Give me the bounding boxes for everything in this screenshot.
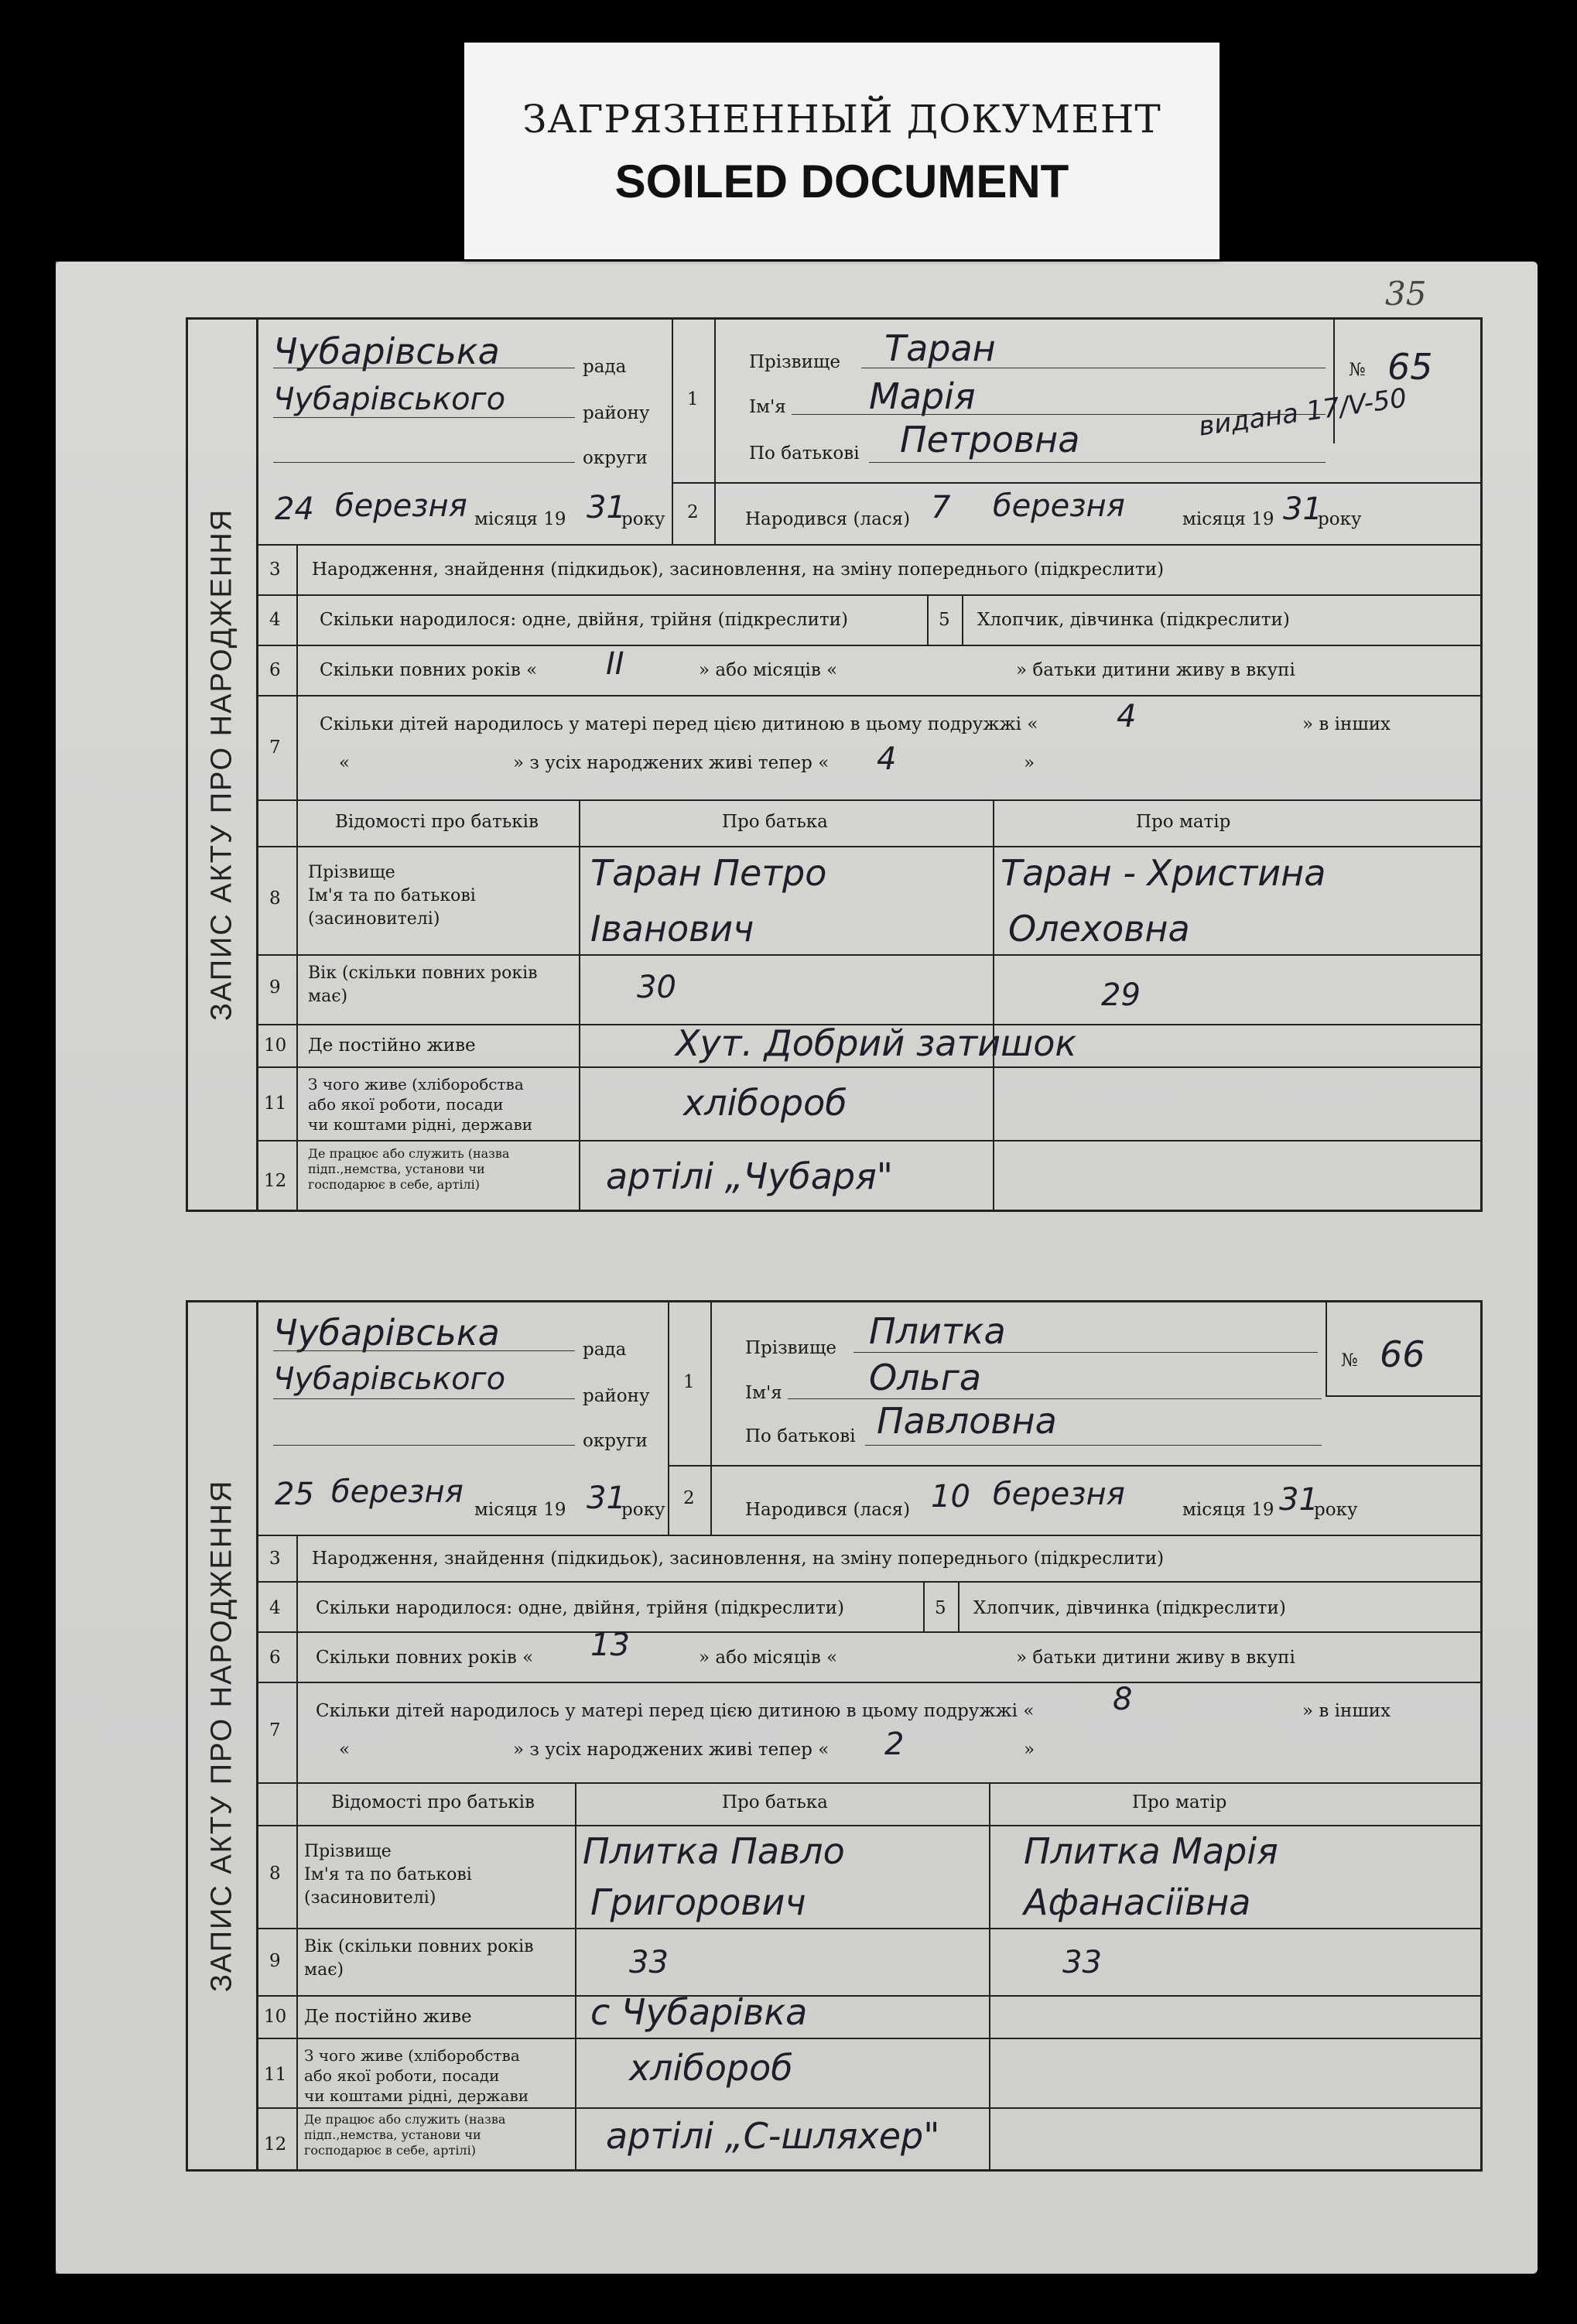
rada-value: Чубарівська xyxy=(273,330,500,372)
row6a-text: Скільки повних років « xyxy=(320,660,538,680)
child-name: Марія xyxy=(869,375,976,417)
row6c-text: » батьки дитини живу в вкупі xyxy=(1016,660,1295,680)
registration-month-label: місяця 19 xyxy=(474,1500,566,1520)
registration-year: 31 xyxy=(587,1480,626,1516)
mother-header: Про матір xyxy=(1132,1792,1227,1812)
children-alive: 2 xyxy=(884,1727,905,1762)
registration-year-label: року xyxy=(621,1500,665,1520)
row10-label: Де постійно живе xyxy=(304,2007,472,2027)
mother-age: 33 xyxy=(1062,1945,1102,1980)
okrugy-label: округи xyxy=(583,448,648,468)
mother-patronymic: Афанасіївна xyxy=(1024,1881,1251,1923)
row9-label: Вік (скільки повних років має) xyxy=(308,963,538,1006)
birth-record-66: ЗАПИС АКТУ ПРО НАРОДЖЕННЯ Чубарівська рада Чубарівського району округи 25 березня місяця 19 31 року 1 2 Прізвище Плитка Ім'я Ольга По батькові Павловна № 66 Народився (лася) 10 березня місяця 19 31 року 3 Народження, знайдення (підкидьок), засиновлення, на зміну попереднього (підкреслити) 4 Скільки народилося: одне, двійня, трійня (підкреслити) 5 Хлопчик, дівчинка (підкреслити) 6 Скільки повних років « 13 » або місяців « » батьки дитини живу в вкупі 7 Скільки дітей народилось у матері перед цією дитиною в цьому подружжі « 8 » в інших « » з усіх народжених живі тепер « 2 » Відомості про батьків Про батька Про матір 8 Прізвище Ім'я та по батькові (засиновителі) Плитка Павло Григорович Плитка Марія Афанасіївна 9 Вік (скільки повних років має) 33 33 10 Де постійно живе с Чубарівка 11 З чого живе (хліборобства або якої роботи, посади чи коштами рідні, держави хлібороб 12 Де працює або служить (назва підп.,немства, установи чи господарює в себе, артілі) артілі „С-шляхер" xyxy=(186,1300,1483,2172)
row8-label: Прізвище Ім'я та по батькові (засиновителі) xyxy=(308,863,476,929)
row5-text: Хлопчик, дівчинка (підкреслити) xyxy=(977,610,1290,630)
row7b-text: » в інших xyxy=(1302,1701,1391,1721)
registration-month-label: місяця 19 xyxy=(474,509,566,529)
registration-day: 25 xyxy=(275,1477,314,1512)
mother-name: Таран - Христина xyxy=(1001,852,1326,894)
child-patronymic: Павловна xyxy=(877,1400,1057,1442)
birth-year: 31 xyxy=(1283,491,1322,527)
birth-day: 7 xyxy=(931,490,951,525)
father-age: 33 xyxy=(629,1945,669,1980)
registration-month: березня xyxy=(331,1474,464,1510)
birth-year: 31 xyxy=(1279,1482,1319,1518)
residence: с Чубарівка xyxy=(590,1991,808,2033)
row11-label: З чого живе (хліборобства або якої роботи, посади чи коштами рідні, держави xyxy=(304,2046,529,2105)
father-name: Плитка Павло xyxy=(583,1830,845,1872)
birth-month-label: місяця 19 xyxy=(1182,509,1274,529)
row12-label: Де працює або служить (назва підп.,немства, установи чи господарює в себе, артілі) xyxy=(308,1146,510,1192)
birth-month-label: місяця 19 xyxy=(1182,1500,1274,1520)
row10-label: Де постійно живе xyxy=(308,1035,476,1056)
row7a-text: Скільки дітей народилось у матері перед цією дитиною в цьому подружжі « xyxy=(320,714,1038,734)
raion-value: Чубарівського xyxy=(273,1361,506,1397)
soiled-document-label xyxy=(464,43,1220,259)
rada-label: рада xyxy=(583,357,627,377)
row12-label: Де працює або служить (назва підп.,немства, установи чи господарює в себе, артілі) xyxy=(304,2112,506,2158)
raion-label: району xyxy=(583,403,650,423)
surname-label: Прізвище xyxy=(749,352,840,372)
row7e-text: » xyxy=(1024,753,1035,773)
mother-name: Плитка Марія xyxy=(1024,1830,1278,1872)
mother-header: Про матір xyxy=(1136,812,1231,832)
row7b-text: » в інших xyxy=(1302,714,1391,734)
patronymic-label: По батькові xyxy=(749,443,860,464)
father-patronymic: Іванович xyxy=(590,908,754,950)
row6b-text: » або місяців « xyxy=(699,1648,838,1668)
residence: Хут. Добрий затишок xyxy=(676,1022,1077,1064)
raion-label: району xyxy=(583,1386,650,1406)
parents-info-header: Відомості про батьків xyxy=(331,1792,535,1812)
born-label: Народився (лася) xyxy=(745,509,911,529)
surname-label: Прізвище xyxy=(745,1338,836,1358)
row3-text: Народження, знайдення (підкидьок), засиновлення, на зміну попереднього (підкреслити) xyxy=(312,560,1165,580)
occupation: хлібороб xyxy=(683,1082,847,1124)
name-label: Ім'я xyxy=(749,397,786,417)
registration-month: березня xyxy=(335,488,467,524)
child-patronymic: Петровна xyxy=(900,419,1080,460)
mother-patronymic: Олеховна xyxy=(1008,908,1190,950)
rada-value: Чубарівська xyxy=(273,1312,500,1354)
row6c-text: » батьки дитини живу в вкупі xyxy=(1016,1648,1295,1668)
row6a-text: Скільки повних років « xyxy=(316,1648,534,1668)
years-together: ІІ xyxy=(606,646,624,682)
number-label: № xyxy=(1341,1350,1358,1371)
years-together: 13 xyxy=(590,1627,630,1663)
birth-year-label: року xyxy=(1314,1500,1358,1520)
children-before: 4 xyxy=(1117,699,1137,734)
number-label: № xyxy=(1349,360,1366,380)
birth-month: березня xyxy=(993,1477,1125,1512)
issued-note: видана 17/V-50 xyxy=(1196,382,1409,443)
record-side-title: ЗАПИС АКТУ ПРО НАРОДЖЕННЯ xyxy=(188,320,258,1210)
row3-text: Народження, знайдення (підкидьок), засиновлення, на зміну попереднього (підкреслити) xyxy=(312,1549,1165,1569)
row7e-text: » xyxy=(1024,1740,1035,1760)
workplace: артілі „С-шляхер" xyxy=(606,2115,940,2157)
patronymic-label: По батькові xyxy=(745,1426,856,1446)
birth-record-65: ЗАПИС АКТУ ПРО НАРОДЖЕННЯ Чубарівська рада Чубарівського району округи 24 березня місяця 19 31 року 1 2 Прізвище Таран Ім'я Марія По батькові Петровна № 65 видана 17/V-50 Народився (лася) 7 березня місяця 19 31 року 3 Народження, знайдення (підкидьок), засиновлення, на зміну попереднього (підкреслити) 4 Скільки народилося: одне, двійня, трійня (підкреслити) 5 Хлопчик, дівчинка (підкреслити) 6 Скільки повних років « ІІ » або місяців « » батьки дитини живу в вкупі 7 Скільки дітей народилось у матері перед цією дитиною в цьому подружжі « 4 » в інших « » з усіх народжених живі тепер « 4 » Відомості про батьків Про батька Про матір 8 Прізвище Ім'я та по батькові (засиновителі) Таран Петро Іванович Таран - Христина Олеховна 9 Вік (скільки повних років має) 30 29 10 Де постійно живе Хут. Добрий затишок 11 З чого живе (хліборобства або якої роботи, посади чи коштами рідні, держави хлібороб 12 Де працює або служить (назва підп.,немства, установи чи господарює в себе, артілі) артілі „Чубаря" xyxy=(186,317,1483,1212)
occupation: хлібороб xyxy=(629,2047,793,2089)
row7d-text: » з усіх народжених живі тепер « xyxy=(513,753,830,773)
row5-text: Хлопчик, дівчинка (підкреслити) xyxy=(973,1598,1286,1618)
page-number: 35 xyxy=(1385,275,1427,313)
child-surname: Плитка xyxy=(869,1310,1006,1352)
born-label: Народився (лася) xyxy=(745,1500,911,1520)
mother-age: 29 xyxy=(1101,977,1141,1013)
registration-year-label: року xyxy=(621,509,665,529)
parents-info-header: Відомості про батьків xyxy=(335,812,539,832)
child-surname: Таран xyxy=(884,327,996,369)
father-patronymic: Григорович xyxy=(590,1881,806,1923)
label-russian: ЗАГРЯЗНЕННЫЙ ДОКУМЕНТ xyxy=(522,97,1161,142)
workplace: артілі „Чубаря" xyxy=(606,1155,893,1197)
registration-year: 31 xyxy=(587,490,626,525)
name-label: Ім'я xyxy=(745,1383,782,1403)
father-name: Таран Петро xyxy=(590,852,827,894)
row7c-text: « xyxy=(339,1740,351,1760)
row9-label: Вік (скільки повних років має) xyxy=(304,1937,534,1980)
birth-day: 10 xyxy=(931,1479,970,1515)
birth-year-label: року xyxy=(1318,509,1362,529)
registration-day: 24 xyxy=(275,491,314,527)
raion-value: Чубарівського xyxy=(273,382,506,417)
father-age: 30 xyxy=(637,970,676,1005)
record-number: 66 xyxy=(1380,1333,1425,1375)
birth-month: березня xyxy=(993,488,1125,524)
record-side-title: ЗАПИС АКТУ ПРО НАРОДЖЕННЯ xyxy=(188,1302,258,2169)
row7c-text: « xyxy=(339,753,351,773)
child-name: Ольга xyxy=(869,1357,982,1398)
father-header: Про батька xyxy=(722,812,828,832)
okrugy-label: округи xyxy=(583,1431,648,1451)
children-before: 8 xyxy=(1113,1682,1133,1717)
row7d-text: » з усіх народжених живі тепер « xyxy=(513,1740,830,1760)
row6b-text: » або місяців « xyxy=(699,660,838,680)
label-english: SOILED DOCUMENT xyxy=(614,156,1069,207)
children-alive: 4 xyxy=(877,741,897,777)
record-number: 65 xyxy=(1387,346,1433,388)
row4-text: Скільки народилося: одне, двійня, трійня (підкреслити) xyxy=(320,610,848,630)
row4-text: Скільки народилося: одне, двійня, трійня (підкреслити) xyxy=(316,1598,844,1618)
father-header: Про батька xyxy=(722,1792,828,1812)
row7a-text: Скільки дітей народилось у матері перед цією дитиною в цьому подружжі « xyxy=(316,1701,1035,1721)
row11-label: З чого живе (хліборобства або якої роботи, посади чи коштами рідні, держави xyxy=(308,1075,533,1134)
row8-label: Прізвище Ім'я та по батькові (засиновителі) xyxy=(304,1842,472,1908)
rada-label: рада xyxy=(583,1340,627,1360)
